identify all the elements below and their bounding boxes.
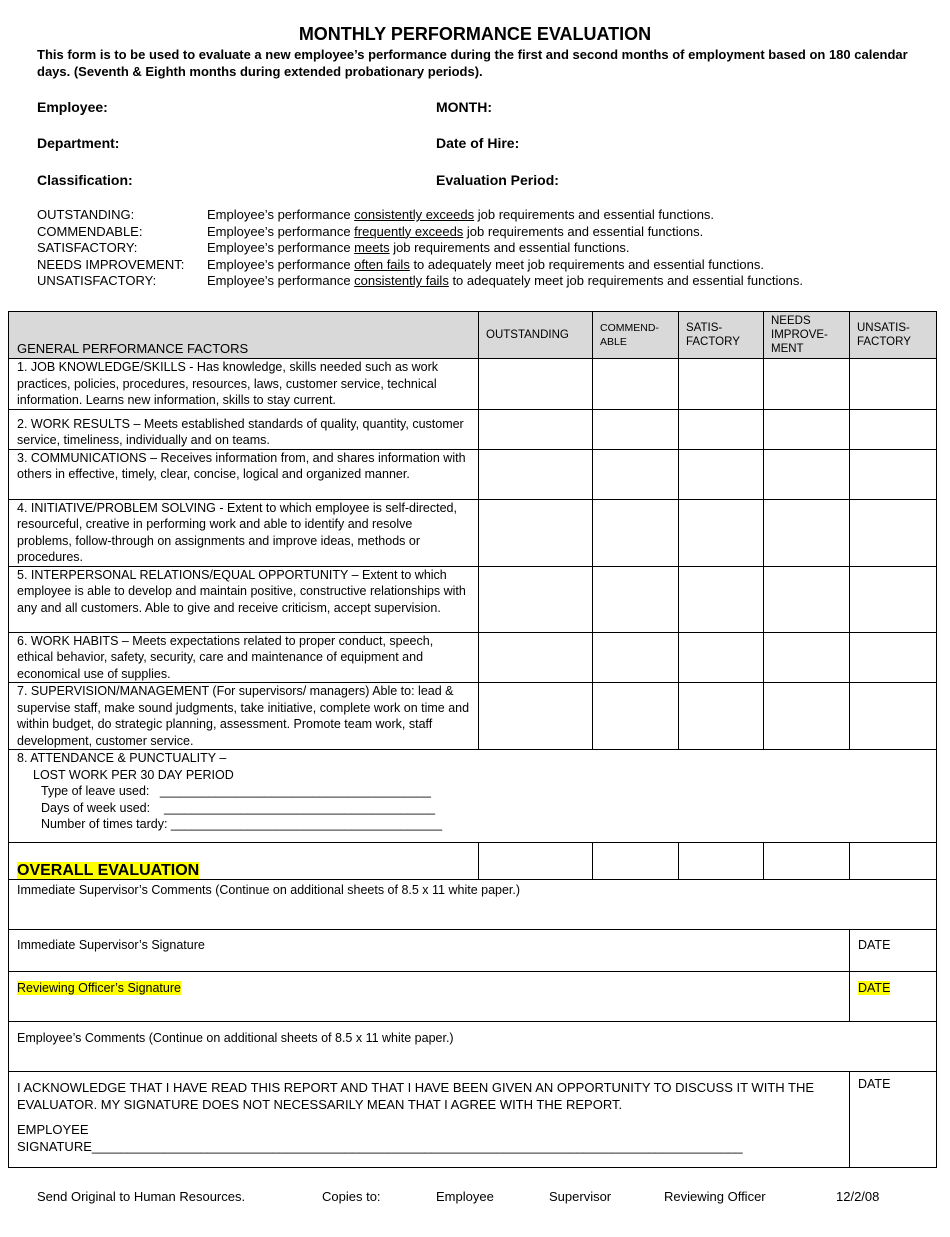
attendance-section	[9, 750, 937, 843]
footer-date: 12/2/08	[836, 1189, 880, 1204]
rating-cell[interactable]	[679, 499, 764, 566]
overall-rating-cell[interactable]	[850, 843, 937, 880]
rating-cell[interactable]	[764, 359, 850, 410]
rating-commendable: COMMENDABLE: Employee’s performance frequently exceeds job requirements and essential functions.	[37, 223, 704, 239]
table-row	[9, 409, 937, 449]
reviewing-date-label: DATE	[858, 981, 891, 995]
supervisor-date-field[interactable]: DATE	[850, 930, 937, 972]
supervisor-signature-row	[9, 930, 937, 972]
rating-cell[interactable]	[679, 683, 764, 750]
days-of-week-field[interactable]: Days of week used: _______________________________________	[41, 800, 436, 815]
rating-cell[interactable]	[593, 683, 679, 750]
supervisor-signature-field[interactable]: Immediate Supervisor’s Signature	[9, 930, 850, 972]
attendance-title: 8. ATTENDANCE & PUNCTUALITY –	[17, 751, 227, 765]
footer-reviewing: Reviewing Officer	[664, 1189, 766, 1204]
rating-cell[interactable]	[679, 566, 764, 632]
table-row	[9, 449, 937, 499]
factor-job-knowledge: 1. JOB KNOWLEDGE/SKILLS - Has knowledge, skills needed such as work practices, policies, procedures, resources, laws, customer service, technical information. Learns new information, skills to stay current.	[9, 359, 479, 410]
rating-cell[interactable]	[850, 449, 937, 499]
rating-cell[interactable]	[850, 499, 937, 566]
factor-interpersonal: 5. INTERPERSONAL RELATIONS/EQUAL OPPORTUNITY – Extent to which employee is able to develop and maintain positive, constructive relationships with any and all customers. Able to give and receive criticism, accept supervision.	[9, 566, 479, 632]
rating-cell[interactable]	[479, 409, 593, 449]
overall-rating-cell[interactable]	[593, 843, 679, 880]
rating-cell[interactable]	[850, 566, 937, 632]
table-row	[9, 499, 937, 566]
rating-cell[interactable]	[850, 683, 937, 750]
table-row	[9, 566, 937, 632]
overall-rating-cell[interactable]	[479, 843, 593, 880]
rating-cell[interactable]	[679, 632, 764, 683]
rating-cell[interactable]	[479, 683, 593, 750]
reviewing-signature-label: Reviewing Officer’s Signature	[17, 981, 181, 995]
table-row	[9, 632, 937, 683]
footer-send: Send Original to Human Resources.	[37, 1189, 246, 1204]
overall-evaluation-label: OVERALL EVALUATION	[17, 861, 200, 879]
footer-supervisor: Supervisor	[549, 1189, 612, 1204]
reviewing-signature-row	[9, 972, 937, 1022]
rating-outstanding: OUTSTANDING: Employee’s performance consistently exceeds job requirements and essential functions.	[37, 207, 715, 222]
acknowledge-section	[9, 1072, 850, 1168]
rating-cell[interactable]	[764, 449, 850, 499]
col-needs-improvement: NEEDS IMPROVE- MENT	[764, 312, 850, 359]
attendance-subtitle: LOST WORK PER 30 DAY PERIOD	[33, 767, 234, 782]
employee-label: Employee:	[37, 99, 108, 115]
rating-cell[interactable]	[850, 359, 937, 410]
rating-cell[interactable]	[679, 409, 764, 449]
factor-supervision: 7. SUPERVISION/MANAGEMENT (For supervisors/ managers) Able to: lead & supervise staff, make sound judgments, take initiative, complete work on time and within budget, do strategic planning, assessment. Promote team work, staff development, customer service.	[9, 683, 479, 750]
factors-header: GENERAL PERFORMANCE FACTORS	[9, 312, 479, 359]
table-header-row	[9, 312, 937, 359]
leave-type-field[interactable]: Type of leave used: _______________________________________	[41, 784, 431, 798]
rating-cell[interactable]	[679, 449, 764, 499]
factor-communications: 3. COMMUNICATIONS – Receives information from, and shares information with others in effective, timely, clear, concise, logical and organized manner.	[9, 449, 479, 499]
factor-initiative: 4. INITIATIVE/PROBLEM SOLVING - Extent to which employee is self-directed, resourceful, creative in performing work and able to identify and resolve problems, follow-through on assignments and improve ideas, methods or procedures.	[9, 499, 479, 566]
rating-cell[interactable]	[850, 409, 937, 449]
intro-text: This form is to be used to evaluate a new employee’s performance during the first and second months of employment based on 180 calendar days. (Seventh & Eighth months during extended probationary periods).	[37, 47, 908, 79]
employee-date-field[interactable]: DATE	[850, 1072, 937, 1168]
rating-definitions	[0, 207, 950, 293]
factor-work-habits: 6. WORK HABITS – Meets expectations related to proper conduct, speech, ethical behavior, safety, security, care and maintenance of equipment and economical use of supplies.	[9, 632, 479, 683]
rating-cell[interactable]	[593, 359, 679, 410]
date-of-hire-label: Date of Hire:	[436, 135, 520, 151]
rating-cell[interactable]	[593, 409, 679, 449]
employee-label: EMPLOYEE	[17, 1122, 89, 1137]
supervisor-comments-field[interactable]: Immediate Supervisor’s Comments (Continue on additional sheets of 8.5 x 11 white paper.)	[9, 880, 937, 930]
rating-cell[interactable]	[593, 632, 679, 683]
acknowledge-row	[9, 1072, 937, 1168]
col-satisfactory: SATIS- FACTORY	[679, 312, 764, 359]
employee-comments-row	[9, 1022, 937, 1072]
rating-cell[interactable]	[479, 499, 593, 566]
factor-work-results: 2. WORK RESULTS – Meets established standards of quality, quantity, customer service, timeliness, individually and on teams.	[9, 409, 479, 449]
rating-cell[interactable]	[679, 359, 764, 410]
rating-cell[interactable]	[850, 632, 937, 683]
col-unsatisfactory: UNSATIS- FACTORY	[850, 312, 937, 359]
overall-row	[9, 843, 937, 880]
rating-cell[interactable]	[479, 566, 593, 632]
rating-cell[interactable]	[593, 449, 679, 499]
attendance-row	[9, 750, 937, 843]
department-label: Department:	[37, 135, 120, 151]
overall-rating-cell[interactable]	[679, 843, 764, 880]
form-title: MONTHLY PERFORMANCE EVALUATION	[298, 24, 652, 44]
times-tardy-field[interactable]: Number of times tardy: _______________________________________	[41, 817, 443, 831]
col-commendable: COMMEND- ABLE	[593, 312, 679, 359]
month-label: MONTH:	[436, 99, 492, 115]
classification-label: Classification:	[37, 172, 133, 188]
rating-cell[interactable]	[764, 566, 850, 632]
table-row	[9, 683, 937, 750]
rating-unsatisfactory: UNSATISFACTORY: Employee’s performance consistently fails to adequately meet job requirements and essential functions.	[37, 273, 803, 289]
reviewing-date-field[interactable]	[850, 972, 937, 1022]
rating-cell[interactable]	[479, 449, 593, 499]
rating-satisfactory: SATISFACTORY: Employee’s performance meets job requirements and essential functions.	[37, 240, 630, 256]
footer-employee: Employee	[436, 1189, 494, 1204]
footer-copies: Copies to:	[322, 1189, 381, 1204]
rating-cell[interactable]	[764, 683, 850, 750]
supervisor-comments-row	[9, 880, 937, 930]
rating-cell[interactable]	[593, 499, 679, 566]
rating-needs-improvement: NEEDS IMPROVEMENT: Employee’s performance often fails to adequately meet job requirements and essential functions.	[37, 256, 764, 272]
overall-rating-cell[interactable]	[764, 843, 850, 880]
reviewing-signature-field[interactable]	[9, 972, 850, 1022]
rating-cell[interactable]	[764, 632, 850, 683]
employee-comments-field[interactable]: Employee’s Comments (Continue on additional sheets of 8.5 x 11 white paper.)	[9, 1022, 937, 1072]
rating-cell[interactable]	[479, 359, 593, 410]
rating-cell[interactable]	[479, 632, 593, 683]
table-row	[9, 359, 937, 410]
rating-cell[interactable]	[764, 499, 850, 566]
evaluation-table	[8, 311, 937, 1168]
rating-cell[interactable]	[593, 566, 679, 632]
rating-cell[interactable]	[764, 409, 850, 449]
employee-signature-line[interactable]: SIGNATURE__________________________________________________________________________________________	[17, 1138, 743, 1154]
acknowledge-text: I ACKNOWLEDGE THAT I HAVE READ THIS REPORT AND THAT I HAVE BEEN GIVEN AN OPPORTUNITY TO DISCUSS IT WITH THE EVALUATOR. MY SIGNATURE DOES NOT NECESSARILY MEAN THAT I AGREE WITH THE REPORT.	[17, 1080, 815, 1112]
evaluation-period-label: Evaluation Period:	[436, 172, 559, 188]
col-outstanding: OUTSTANDING	[479, 312, 593, 359]
